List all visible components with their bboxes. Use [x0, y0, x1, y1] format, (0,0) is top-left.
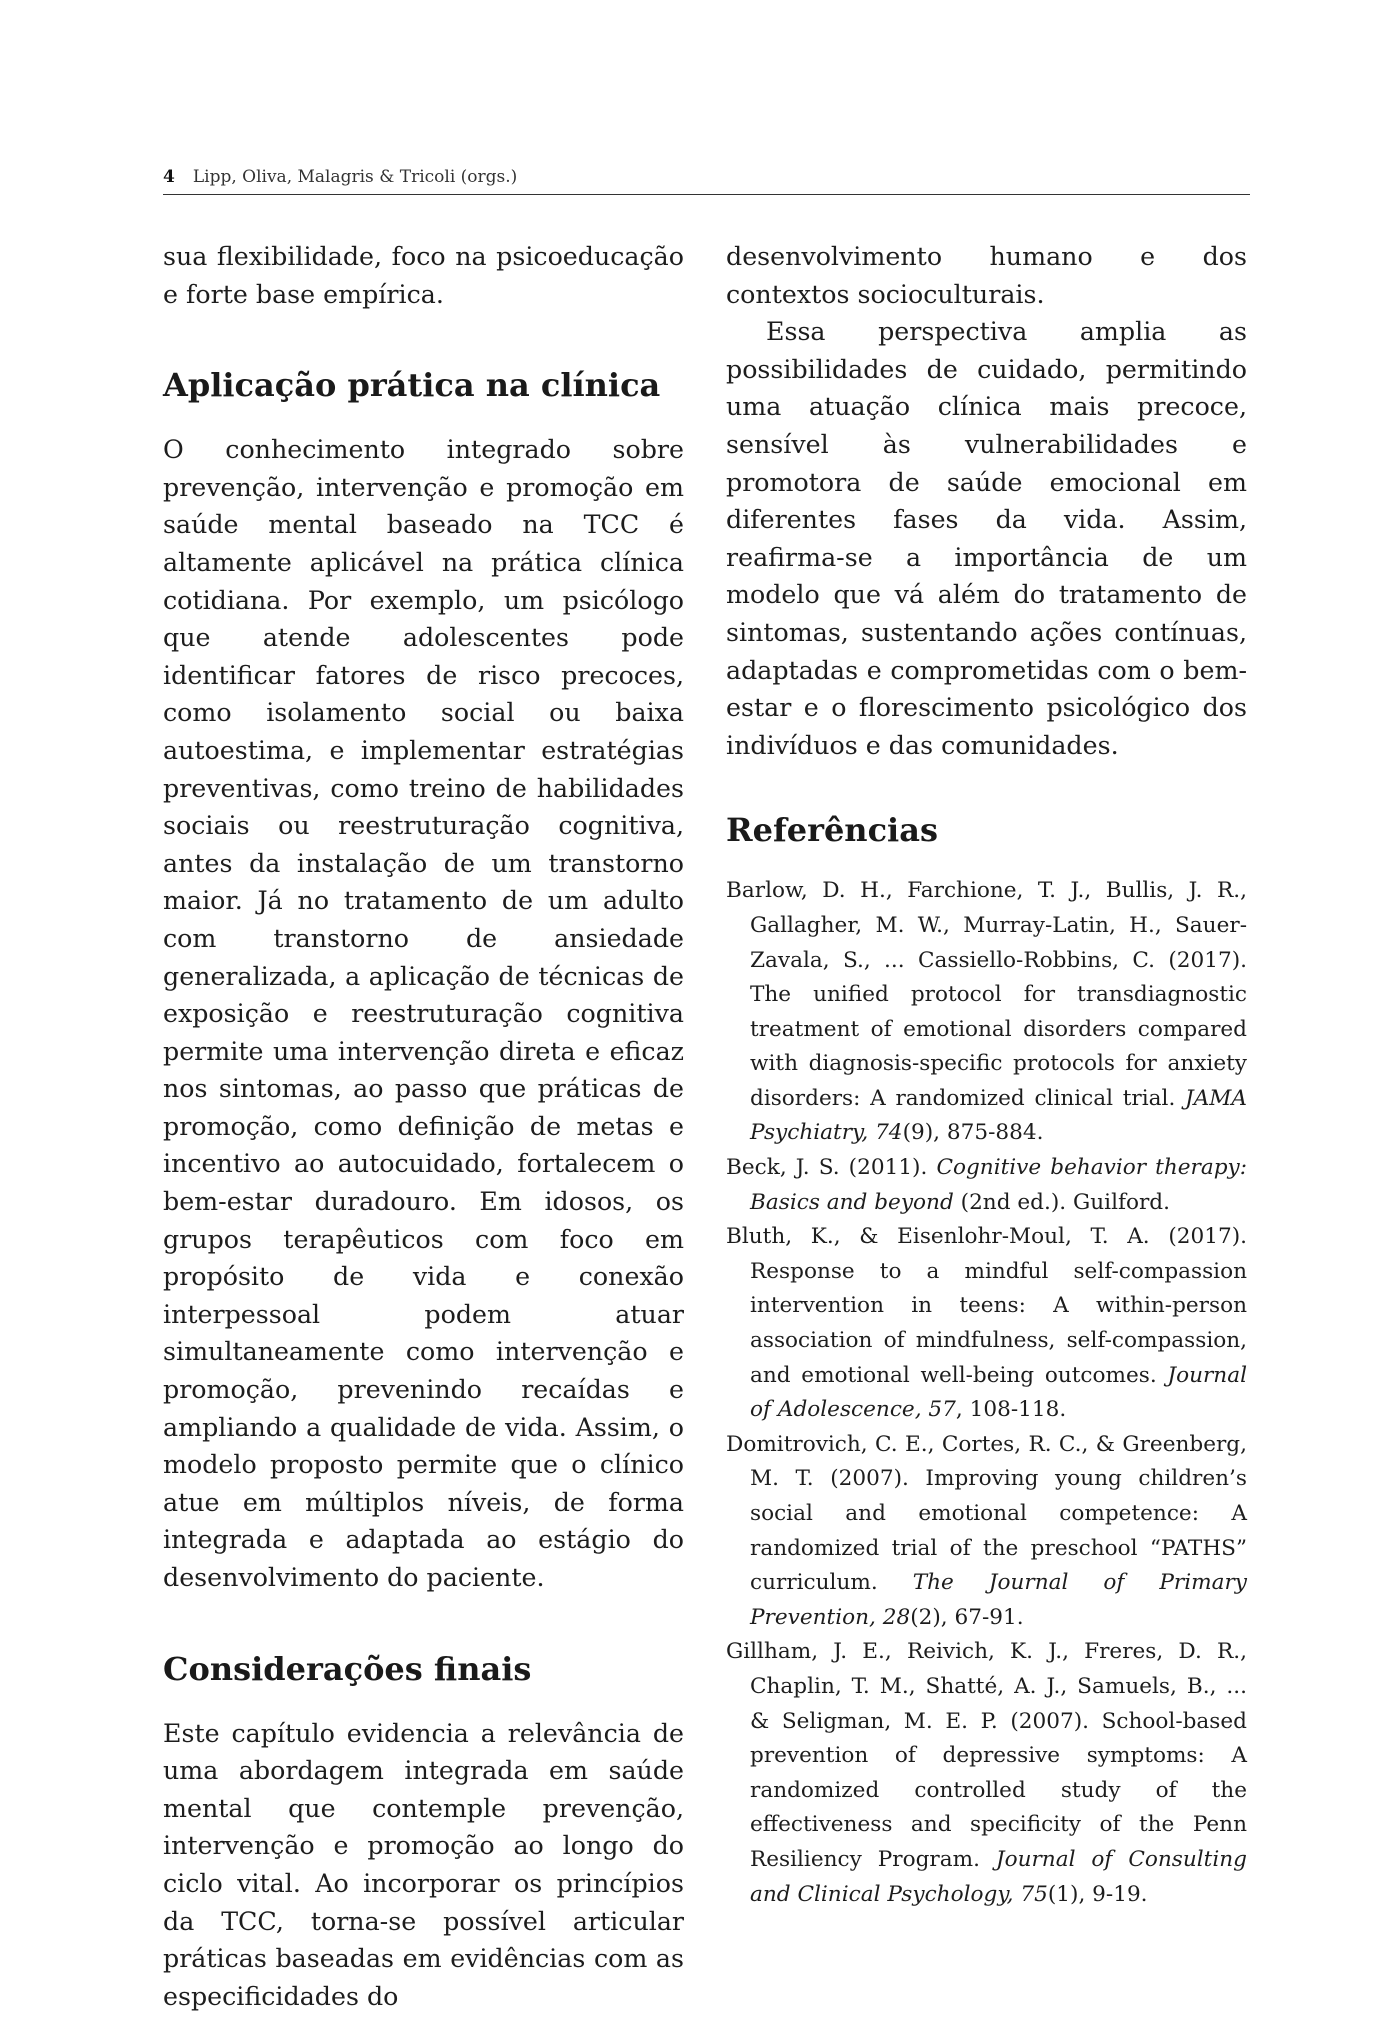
- continuation-paragraph: desenvolvimento humano e dos contextos socioculturais.: [726, 242, 1247, 309]
- reference-entry: Bluth, K., & Eisenlohr-Moul, T. A. (2017). Response to a mindful self-compassion intervention in teens: A within-person association of mindfulness, self-compassion, and emotional well-being outcomes. Journal of Adolescence, 57, 108-118.: [726, 1224, 1247, 1423]
- reference-entry: Domitrovich, C. E., Cortes, R. C., & Greenberg, M. T. (2007). Improving young children’s social and emotional competence: A randomized trial of the preschool “PATHS” curriculum. The Journal of Primary Prevention, 28(2), 67-91.: [726, 1431, 1247, 1630]
- body-paragraph-perspectiva: Essa perspectiva amplia as possibilidades de cuidado, permitindo uma atuação clínica mais precoce, sensível às vulnerabilidades e promotora de saúde emocional em diferentes fases da vida. Assim, reafirma-se a importância de um modelo que vá além do tratamento de sintomas, sustentando ações contínuas, adaptadas e comprometidas com o bem-estar e o florescimento psicológico dos indivíduos e das comunidades.: [726, 317, 1247, 760]
- body-paragraph-consideracoes: Este capítulo evidencia a relevância de uma abordagem integrada em saúde mental que contemple prevenção, intervenção e promoção ao longo do ciclo vital. Ao incorporar os princípios da TCC, torna-se possível articular práticas baseadas em evidências com as especificidades do: [163, 1718, 684, 2011]
- reference-entry: Gillham, J. E., Reivich, K. J., Freres, D. R., Chaplin, T. M., Shatté, A. J., Samuels, B., ... & Seligman, M. E. P. (2007). School-based prevention of depressive symptoms: A randomized controlled study of the effectiveness and specificity of the Penn Resiliency Program. Journal of Consulting and Clinical Psychology, 75(1), 9-19.: [726, 1639, 1247, 1907]
- running-title: Lipp, Oliva, Malagris & Tricoli (orgs.): [192, 167, 518, 187]
- section-heading-aplicacao: Aplicação prática na clínica: [163, 366, 661, 405]
- right-column: [726, 238, 1247, 1912]
- body-paragraph-aplicacao: O conhecimento integrado sobre prevenção, intervenção e promoção em saúde mental baseado na TCC é altamente aplicável na prática clínica cotidiana. Por exemplo, um psicólogo que atende adolescentes pode identificar fatores de risco precoces, como isolamento social ou baixa autoestima, e implementar estratégias preventivas, como treino de habilidades sociais ou reestruturação cognitiva, antes da instalação de um transtorno maior. Já no tratamento de um adulto com transtorno de ansiedade generalizada, a aplicação de técnicas de exposição e reestruturação cognitiva permite uma intervenção direta e eficaz nos sintomas, ao passo que práticas de promoção, como definição de metas e incentivo ao autocuidado, fortalecem o bem-estar duradouro. Em idosos, os grupos terapêuticos com foco em propósito de vida e conexão interpessoal podem atuar simultaneamente como intervenção e promoção, prevenindo recaídas e ampliando a qualidade de vida. Assim, o modelo proposto permite que o clínico atue em múltiplos níveis, de forma integrada e adaptada ao estágio do desenvolvimento do paciente.: [163, 435, 684, 1592]
- intro-paragraph: sua flexibilidade, foco na psicoeducação e forte base empírica.: [163, 242, 684, 309]
- reference-entry: Barlow, D. H., Farchione, T. J., Bullis, J. R., Gallagher, M. W., Murray-Latin, H., Sauer-Zavala, S., ... Cassiello-Robbins, C. (2017). The unified protocol for transdiagnostic treatment of emotional disorders compared with diagnosis-specific protocols for anxiety disorders: A randomized clinical trial. JAMA Psychiatry, 74(9), 875-884.: [726, 878, 1247, 1146]
- section-heading-consideracoes: Considerações finais: [163, 1649, 532, 1688]
- left-column: [163, 238, 684, 2015]
- reference-entry: Beck, J. S. (2011). Cognitive behavior therapy: Basics and beyond (2nd ed.). Guilford.: [726, 1155, 1247, 1215]
- running-header: [163, 164, 1250, 195]
- references-heading: Referências: [726, 811, 938, 850]
- reference-list: [726, 874, 1247, 1912]
- page-number: 4: [163, 167, 175, 187]
